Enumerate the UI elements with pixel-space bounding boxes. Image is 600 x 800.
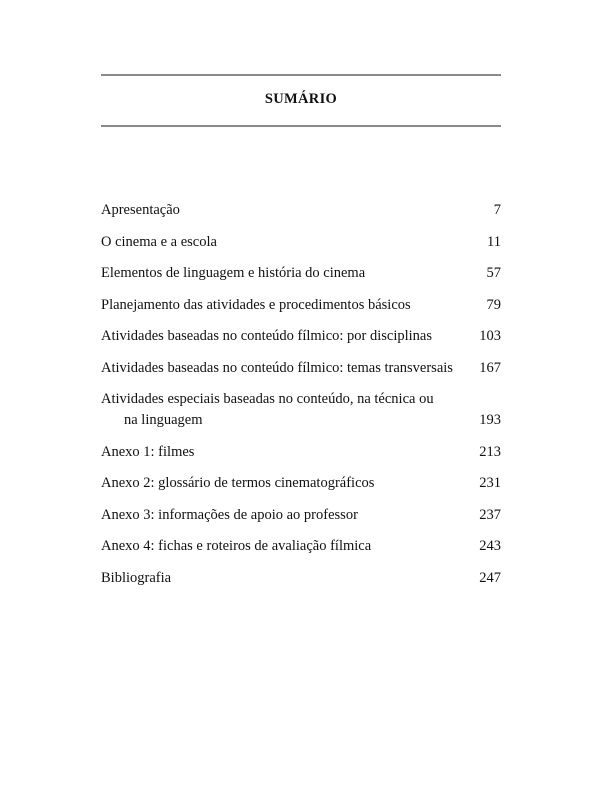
toc-entry-label: Elementos de linguagem e história do cinema [101, 265, 366, 281]
toc-entry-label-line1: Atividades especiais baseadas no conteúdo, na técnica ou [101, 391, 434, 407]
toc-entry-label: Atividades baseadas no conteúdo fílmico: por disciplinas [101, 328, 433, 344]
bottom-rule [101, 125, 501, 127]
toc-entry-page: 79 [486, 296, 501, 313]
toc-entry-label: Apresentação [101, 202, 180, 218]
toc-entry-label: Bibliografia [101, 569, 172, 586]
toc-entry-atividades-temas[interactable] [101, 358, 501, 379]
toc-entry-anexo-3[interactable] [101, 505, 501, 526]
toc-entry-atividades-disciplinas[interactable] [101, 326, 501, 347]
page-title: SUMÁRIO [264, 91, 338, 107]
toc-entry-label: Anexo 3: informações de apoio ao professor [101, 506, 358, 523]
toc-entry-label: Anexo 4: fichas e roteiros de avaliação fílmica [101, 538, 372, 554]
toc-entry-label-line2: na linguagem [124, 412, 203, 428]
toc-entry-label: Anexo 2: glossário de termos cinematográficos [101, 475, 375, 491]
toc-entry-page: 247 [479, 569, 501, 586]
toc-entry-page: 231 [479, 475, 501, 491]
toc-entry-page: 57 [486, 265, 501, 281]
top-rule [101, 74, 501, 76]
toc-entry-anexo-1[interactable] [101, 442, 501, 463]
toc-entry-page: 7 [493, 202, 501, 218]
toc-entry-anexo-2[interactable] [101, 473, 501, 494]
toc-entry-page: 237 [479, 506, 501, 523]
toc-entry-anexo-4[interactable] [101, 536, 501, 557]
toc-entry-apresentacao[interactable] [101, 200, 501, 221]
toc-entry-elementos-linguagem[interactable] [101, 263, 501, 284]
toc-entry-label: Anexo 1: filmes [101, 443, 195, 460]
toc-entry-cinema-escola[interactable] [101, 232, 501, 253]
toc-entry-label: Planejamento das atividades e procedimentos básicos [101, 296, 411, 313]
toc-entry-label [101, 389, 501, 431]
toc-entry-page: 167 [479, 359, 501, 376]
toc-entry-atividades-especiais[interactable] [101, 389, 501, 431]
toc-entry-page: 213 [479, 443, 501, 460]
toc-entry-bibliografia[interactable] [101, 568, 501, 589]
toc-entry-label: O cinema e a escola [101, 233, 217, 250]
toc-entry-planejamento[interactable] [101, 295, 501, 316]
toc-entry-page: 11 [487, 233, 501, 250]
toc-entry-label: Atividades baseadas no conteúdo fílmico: temas transversais [101, 359, 453, 376]
table-of-contents [101, 200, 501, 599]
toc-entry-page: 243 [479, 538, 501, 554]
toc-entry-page: 103 [479, 328, 501, 344]
toc-entry-page: 193 [479, 412, 501, 428]
